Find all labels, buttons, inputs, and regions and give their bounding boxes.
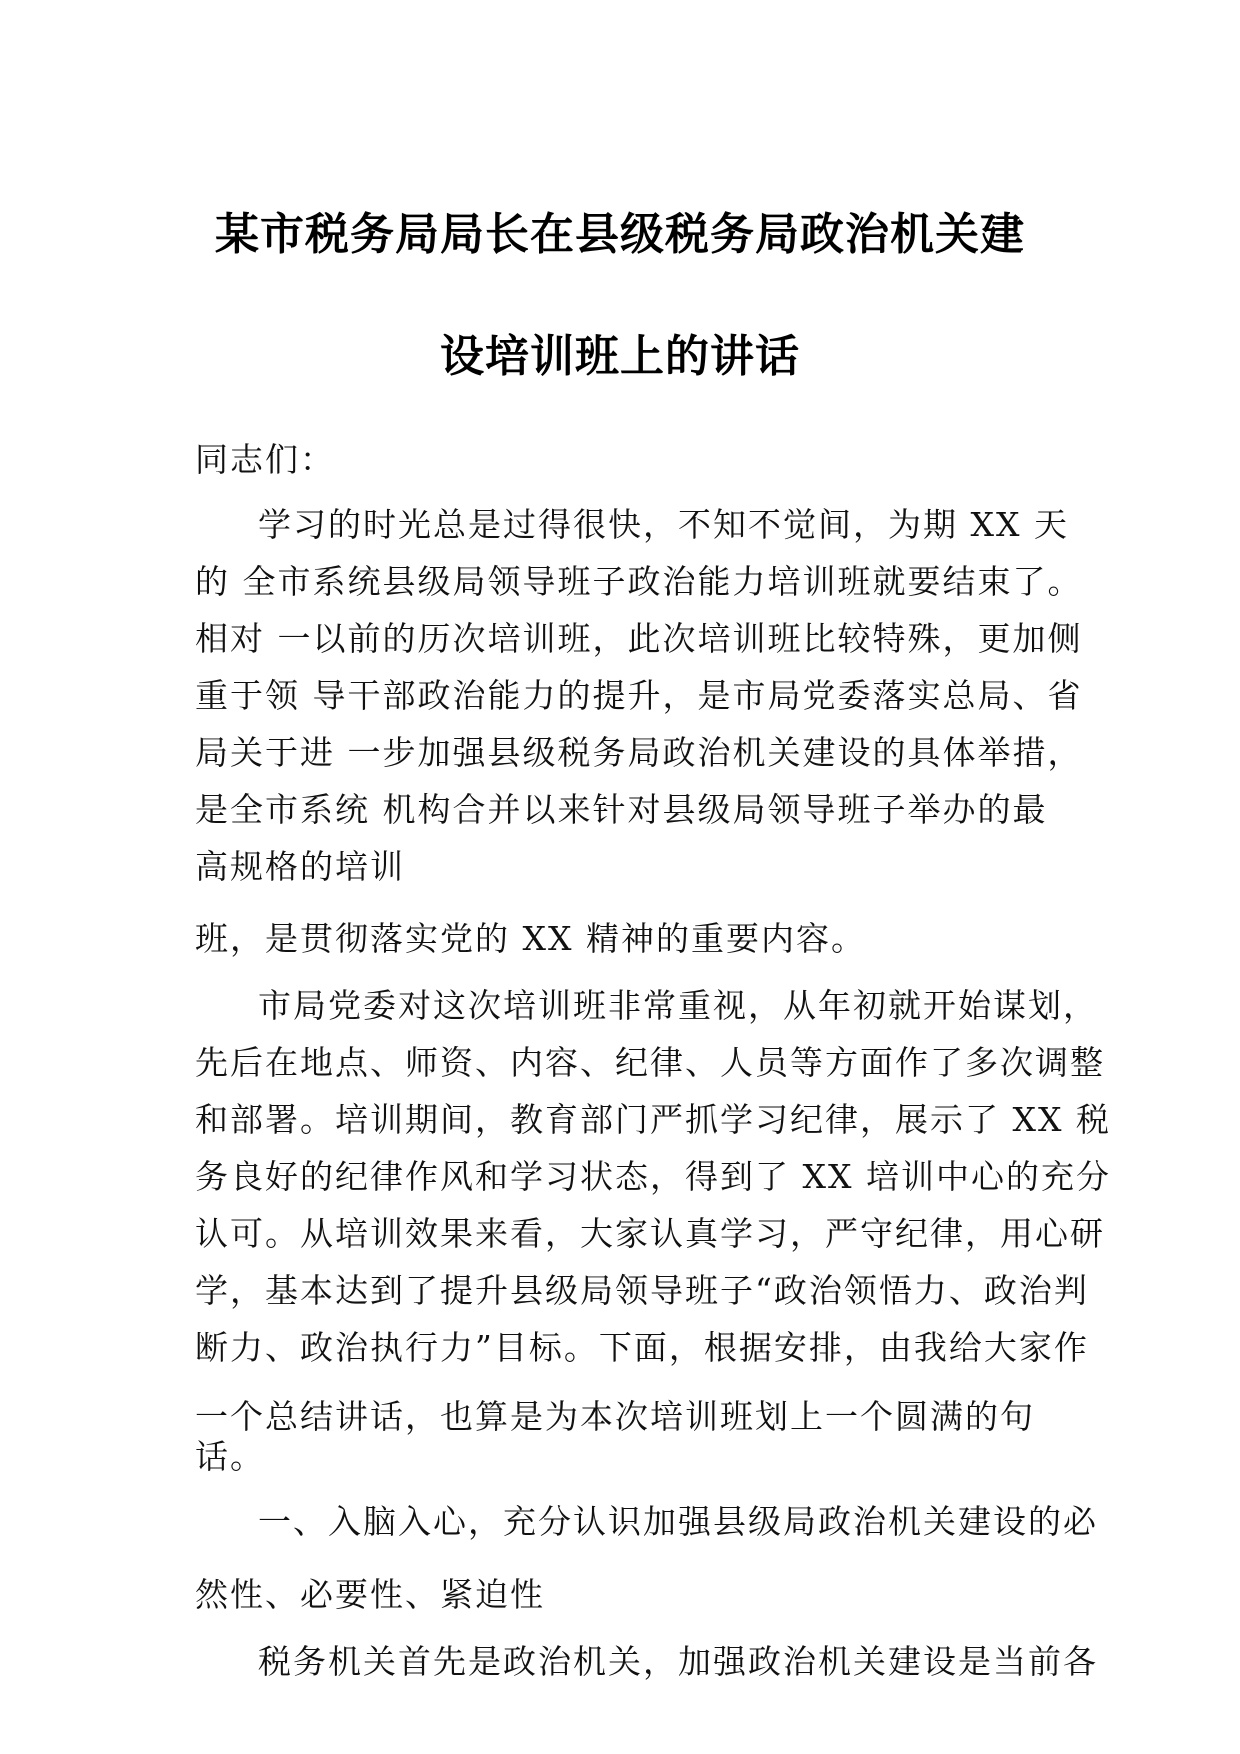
document-title-line-2: 设培训班上的讲话 — [440, 331, 800, 382]
body-line: 务良好的纪律作风和学习状态，得到了 XX 培训中心的充分 — [195, 1157, 1111, 1196]
body-line: 相对 一以前的历次培训班，此次培训班比较特殊，更加侧 — [195, 619, 1083, 658]
body-line: 税务机关首先是政治机关，加强政治机关建设是当前各 — [258, 1642, 1098, 1681]
body-line: 和部署。培训期间，教育部门严抓学习纪律，展示了 XX 税 — [195, 1100, 1111, 1139]
section-heading-line: 一、入脑入心，充分认识加强县级局政治机关建设的必 — [258, 1502, 1098, 1541]
body-line: 班，是贯彻落实党的 XX 精神的重要内容。 — [195, 919, 866, 958]
document-title-line-1: 某市税务局局长在县级税务局政治机关建 — [215, 209, 1025, 260]
body-line: 学，基本达到了提升县级局领导班子“政治领悟力、政治判 — [195, 1271, 1089, 1310]
body-line: 认可。从培训效果来看，大家认真学习，严守纪律，用心研 — [195, 1214, 1105, 1253]
body-line: 高规格的培训 — [195, 847, 405, 886]
body-line: 的 全市系统县级局领导班子政治能力培训班就要结束了。 — [195, 562, 1083, 601]
body-line: 一个总结讲话，也算是为本次培训班划上一个圆满的句 — [195, 1397, 1035, 1436]
body-line: 市局党委对这次培训班非常重视，从年初就开始谋划， — [258, 986, 1098, 1025]
section-heading-line: 然性、必要性、紧迫性 — [195, 1575, 545, 1614]
body-line: 重于领 导干部政治能力的提升，是市局党委落实总局、省 — [195, 676, 1083, 715]
body-line: 先后在地点、师资、内容、纪律、人员等方面作了多次调整 — [195, 1043, 1105, 1082]
body-line: 学习的时光总是过得很快，不知不觉间，为期 XX 天 — [258, 505, 1069, 544]
body-line: 局关于进 一步加强县级税务局政治机关建设的具体举措， — [195, 733, 1083, 772]
greeting: 同志们： — [195, 440, 335, 479]
body-line: 话。 — [195, 1437, 265, 1476]
body-line: 是全市系统 机构合并以来针对县级局领导班子举办的最 — [195, 790, 1048, 829]
body-line: 断力、政治执行力”目标。下面，根据安排，由我给大家作 — [195, 1328, 1089, 1367]
